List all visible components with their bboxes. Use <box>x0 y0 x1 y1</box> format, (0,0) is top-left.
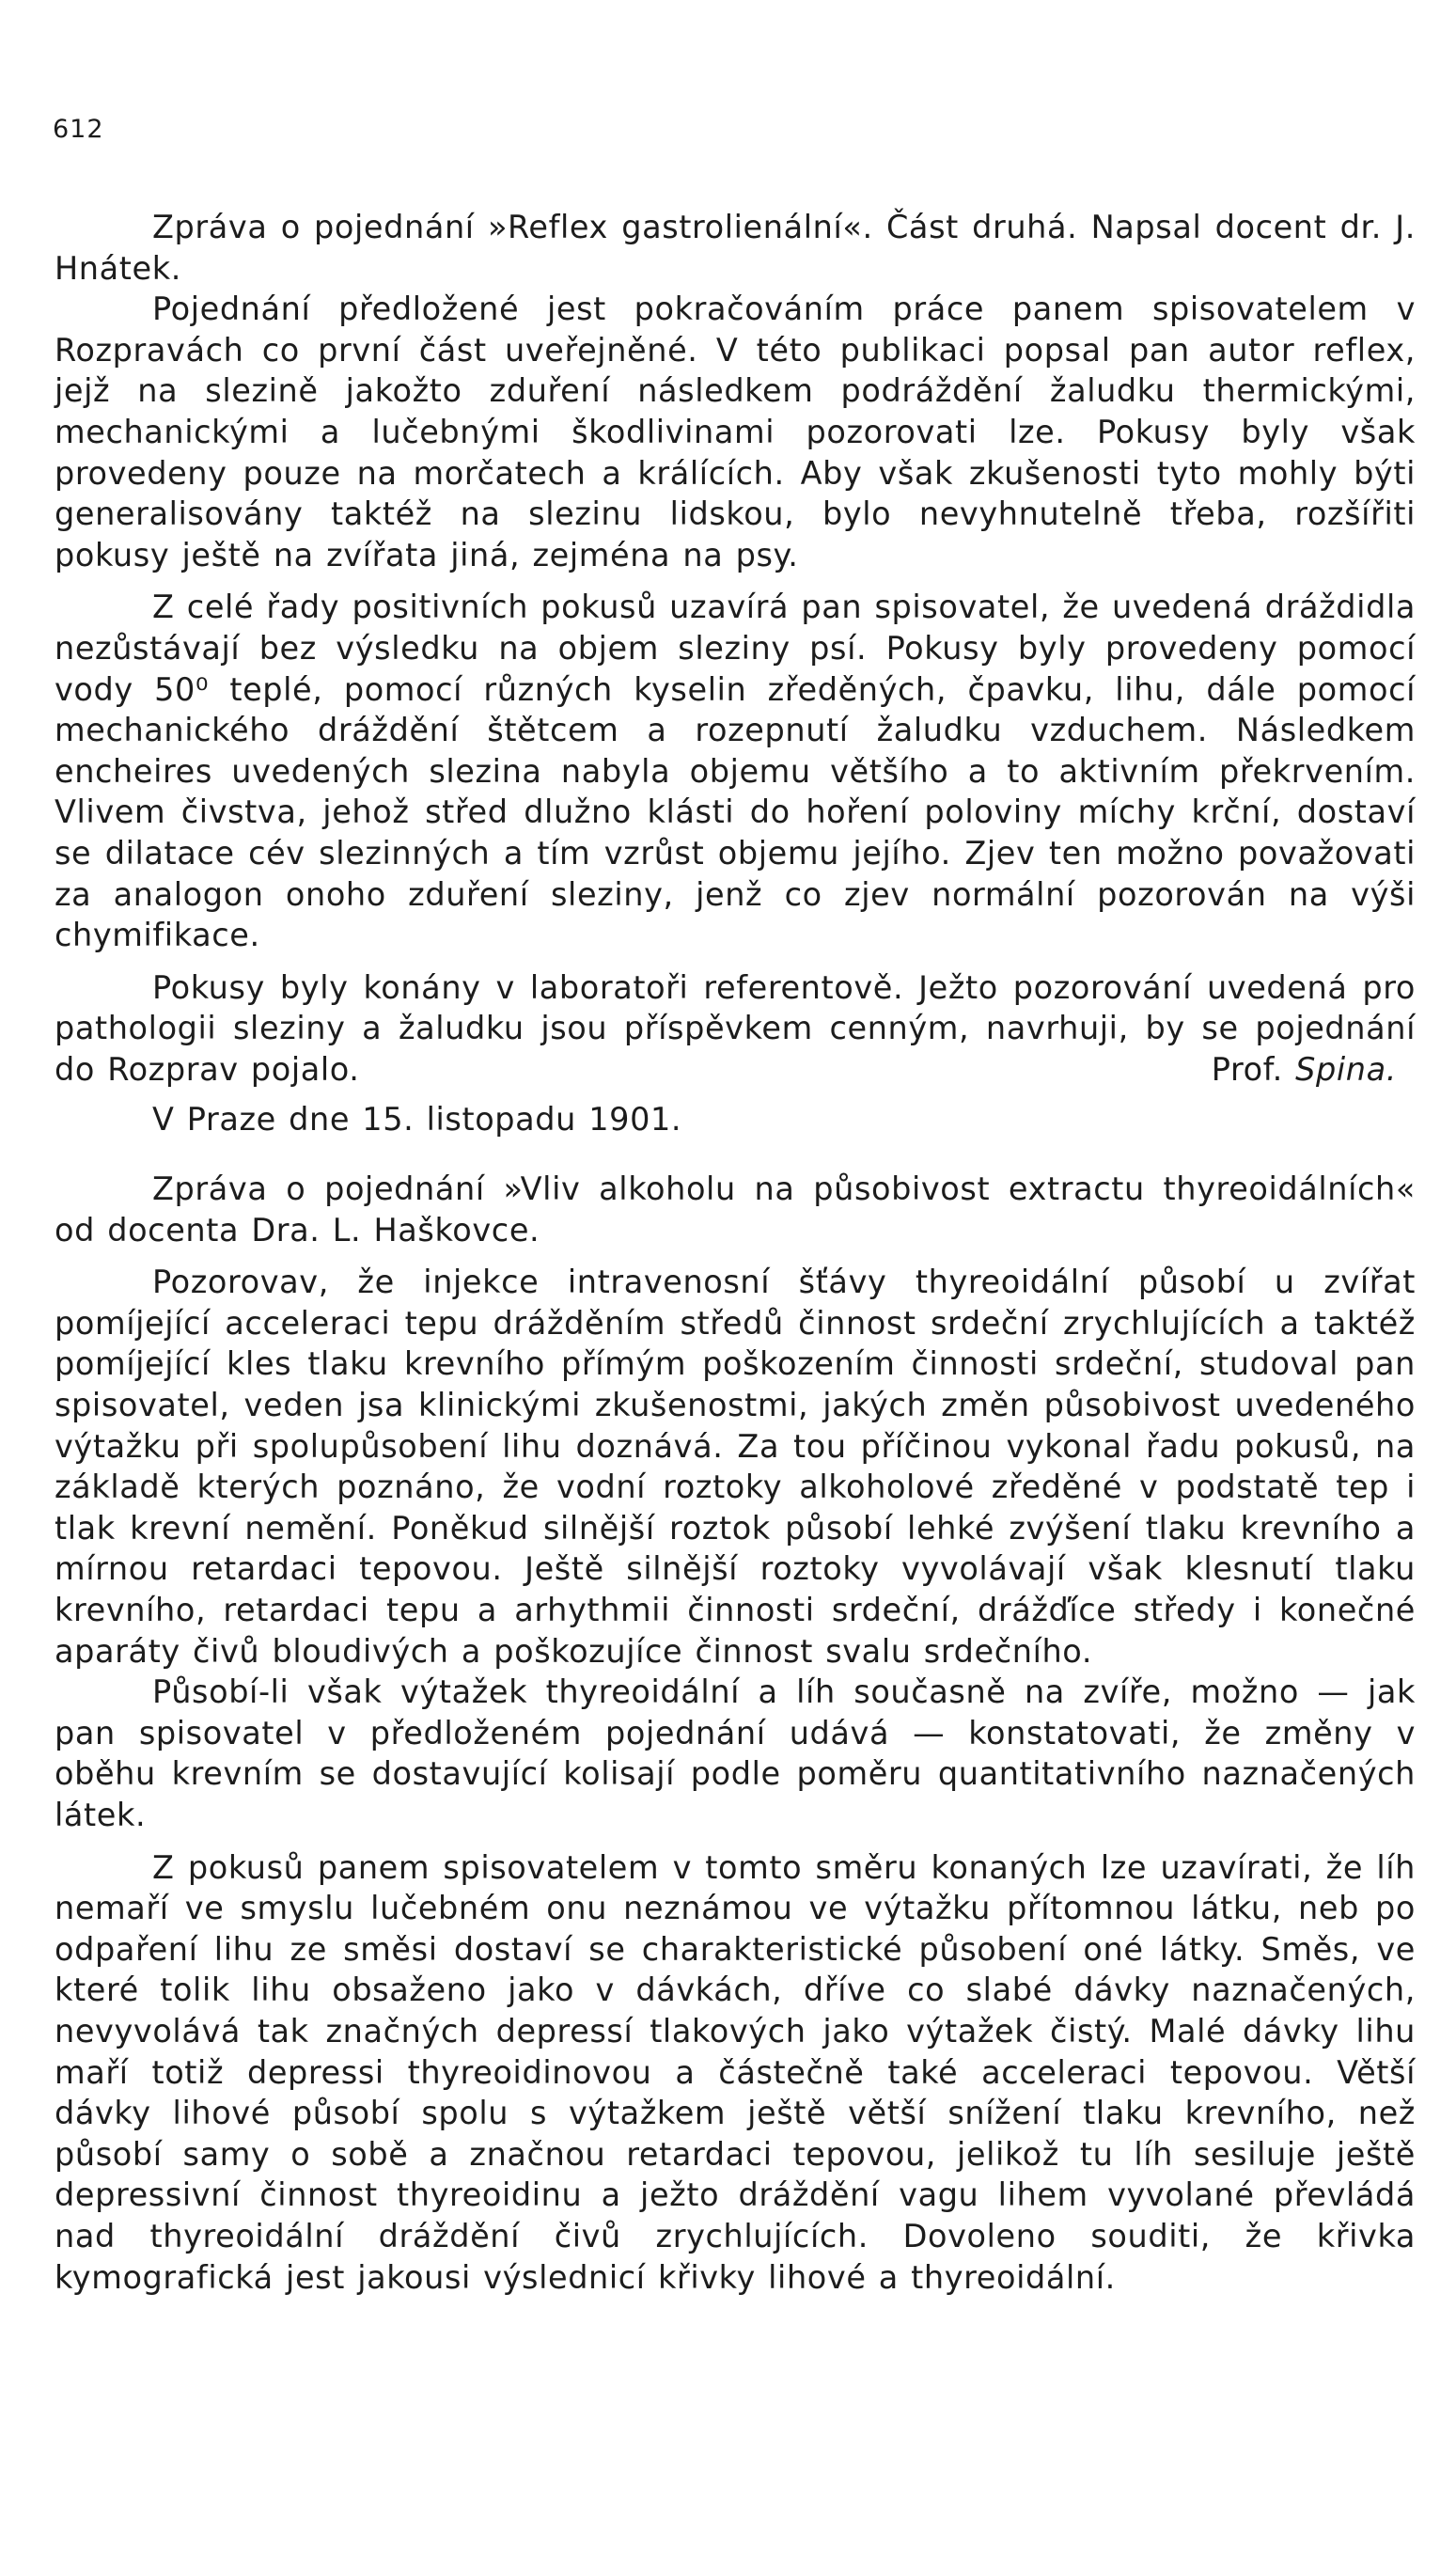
report-1-paragraph-3 <box>55 967 1416 1091</box>
report-2-paragraph-3: Z pokusů panem spisovatelem v tomto směru konaných lze uzavírati, že líh nemaří ve smyslu lučebném onu neznámou ve výtažku přítomnou látku, neb po odpaření lihu ze směsi dostaví se charakteristické působení oné látky. Směs, ve které tolik lihu obsaženo jako v dávkách, dříve co slabé dávky naznačených, nevyvolává tak značných depressí tlakových jako výtažek čistý. Malé dávky lihu maří totiž depressi thyreoidinovou a částečně také acceleraci tepovou. Větší dávky lihové působí spolu s výtažkem ještě větší snížení tlaku krevního, než působí samy o sobě a značnou retardaci tepovou, jelikož tu líh sesiluje ještě depressivní činnost thyreoidinu a ježto dráždění vagu lihem vyvolané převládá nad thyreoidální dráždění čivů zrychlujících. Dovoleno souditi, že křivka kymografická jest jakousi výslednicí křivky lihové a thyreoidální. <box>55 1848 1416 2296</box>
report-2-paragraph-2: Působí-li však výtažek thyreoidální a líh současně na zvíře, možno — jak pan spisovatel v předloženém pojednání udává — konstatovati, že změny v oběhu krevním se dostavující kolisají podle poměru quantitativního naznačených látek. <box>55 1673 1416 1833</box>
page-body <box>55 207 1416 2298</box>
report-1-heading: Zpráva o pojednání »Reflex gastrolienální«. Část druhá. Napsal docent dr. J. Hnátek. <box>55 209 1416 287</box>
report-1-paragraph-1: Pojednání předložené jest pokračováním práce panem spisovatelem v Rozpravách co první část uveřejněné. V této publikaci popsal pan autor reflex, jejž na slezině jakožto zduření následkem podráždění žaludku thermickými, mechanickými a lučebnými škodlivinami pozorovati lze. Pokusy byly však provedeny pouze na morčatech a králících. Aby však zkušenosti tyto mohly býti generalisovány taktéž na slezinu lidskou, bylo nevyhnutelně třeba, rozšířiti pokusy ještě na zvířata jiná, zejména na psy. <box>55 291 1416 573</box>
report-1-signature <box>1114 1049 1416 1091</box>
report-1-paragraph-3-text: Pokusy byly konány v laboratoři referentově. Ježto pozorování uvedená pro pathologii sleziny a žaludku jsou příspěvkem cenným, navrhuji, by se pojednání do Rozprav pojalo. <box>55 968 1416 1088</box>
report-2-paragraph-1: Pozorovav, že injekce intravenosní šťávy thyreoidální působí u zvířat pomíjející acceleraci tepu drážděním středů činnost srdeční zrychlujících a taktéž pomíjející kles tlaku krevního přímým poškozením činnosti srdeční, studoval pan spisovatel, veden jsa klinickými zkušenostmi, jakých změn působivost uvedeného výtažku při spolupůsobení lihu doznává. Za tou příčinou vykonal řadu pokusů, na základě kterých poznáno, že vodní roztoky alkoholové zředěné v podstatě tep i tlak krevní nemění. Poněkud silnější roztok působí lehké zvýšení tlaku krevního a mírnou retardaci tepovou. Ještě silnější roztoky vyvolávají však klesnutí tlaku krevního, retardaci tepu a arhythmii činnosti srdeční, drážďíce středy i konečné aparáty čivů bloudivých a poškozujíce činnost svalu srdečního. <box>55 1264 1416 1670</box>
report-2-heading: Zpráva o pojednání »Vliv alkoholu na působivost extractu thyreoidálních« od docenta Dra. L. Haškovce. <box>55 1170 1416 1249</box>
signature-title: Prof. <box>1211 1050 1283 1088</box>
page-number: 612 <box>53 115 104 144</box>
signature-name: Spina. <box>1295 1050 1397 1088</box>
report-1-date-line: V Praze dne 15. listopadu 1901. <box>152 1101 682 1139</box>
report-1-paragraph-2: Z celé řady positivních pokusů uzavírá pan spisovatel, že uvedená dráždidla nezůstávají bez výsledku na objem sleziny psí. Pokusy byly provedeny pomocí vody 50⁰ teplé, pomocí různých kyselin zředěných, čpavku, lihu, dále pomocí mechanického dráždění štětcem a rozepnutí žaludku vzduchem. Následkem encheires uvedených slezina nabyla objemu většího a to aktivním překrvením. Vlivem čivstva, jehož střed dlužno klásti do hoření poloviny míchy krční, dostaví se dilatace cév slezinných a tím vzrůst objemu jejího. Zjev ten možno považovati za analogon onoho zduření sleziny, jenž co zjev normální pozorován na výši chymifikace. <box>55 589 1416 954</box>
